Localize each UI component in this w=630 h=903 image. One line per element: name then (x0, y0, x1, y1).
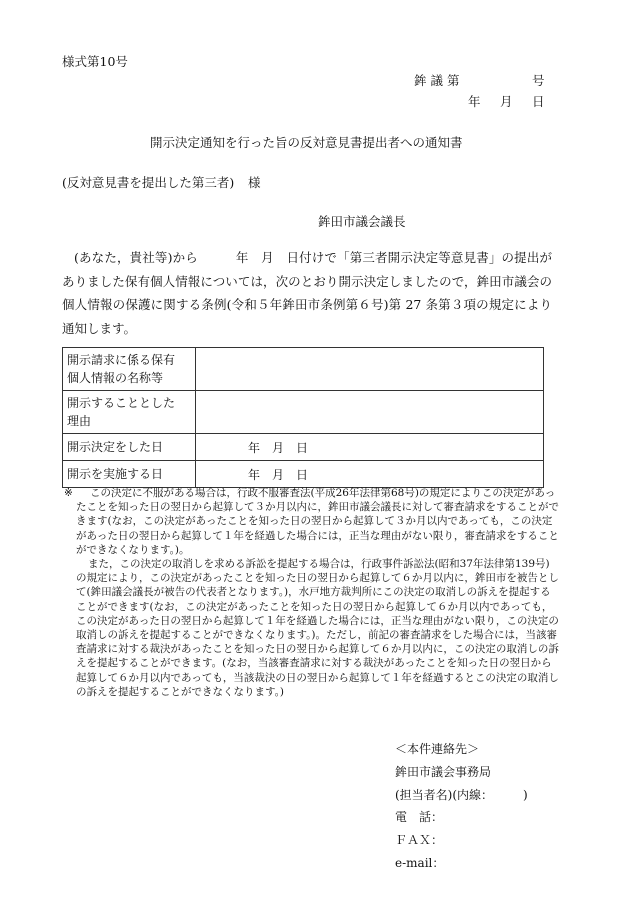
addressee-honorific: 様 (248, 175, 261, 190)
body-intro: (あなた，貴社等)から (74, 250, 198, 265)
date-month: 月 (500, 94, 513, 109)
table-row (63, 348, 544, 391)
addressee-name: (反対意見書を提出した第三者) (62, 175, 235, 190)
table-value (196, 348, 544, 391)
table-value (196, 391, 544, 434)
table-row (63, 434, 544, 461)
note-paragraph-1: ※ この決定に不服がある場合は，行政不服審査法(平成26年法律第68号)の規定によりこの決定があったことを知った日の翌日から起算して３か月以内に，鉾田市議会議長に対して審査請求をすることができます(なお，この決定があったことを知った日の翌日から起算して３か月以内であっても，この決定があった日の翌日から起算して１年を経過した場合には，正当な理由がない限り，審査請求をすることができなくなります。)。 (64, 487, 559, 556)
date-day: 日 (532, 94, 545, 109)
contact-person: (担当者名)(内線： ) (395, 787, 528, 802)
table-value: 年 月 日 (196, 461, 544, 488)
table-row (63, 391, 544, 434)
document-number-prefix: 鉾 議 第 (414, 73, 460, 88)
table-label: 開示決定をした日 (63, 434, 196, 461)
document-number-suffix: 号 (532, 73, 545, 88)
table-value: 年 月 日 (196, 434, 544, 461)
table-row (63, 461, 544, 488)
contact-heading: ＜本件連絡先＞ (395, 742, 480, 756)
date-year: 年 (468, 94, 481, 109)
body-paragraph (62, 246, 552, 340)
contact-fax: ＦＡＸ： (395, 833, 444, 848)
table-label: 開示を実施する日 (63, 461, 196, 488)
body-date-part: 年 月 日付けで「第三者開示決定等意見書」の提出があ (62, 250, 552, 289)
form-number: 様式第10号 (62, 54, 128, 69)
note-mark: ※ (64, 487, 73, 499)
contact-office: 鉾田市議会事務局 (395, 764, 492, 779)
contact-tel: 電 話： (395, 810, 444, 825)
note-paragraph-2: また，この決定の取消しを求める訴訟を提起する場合は，行政事件訴訟法(昭和37年法律第139号)の規定により，この決定があったことを知った日の翌日から起算して６か月以内に，鉾田市を被告として(鉾田議会議長が被告の代表者となります。)，水戸地方裁判所にこの決定の取消しの訴えを提起することができます(なお，この決定があったことを知った日の翌日から起算して６か月以内であっても，この決定があった日の翌日から起算して１年を経過した場合には，正当な理由がない限り，この決定の取消しの訴えを提起することができなくなります。)。ただし，前記の審査請求をした場合には，当該審査請求に対する裁決があったことを知った日の翌日から起算して６か月以内に，この決定の取消しの訴えを提起することができます。(なお，当該審査請求に対する裁決があったことを知った日の翌日から起算して６か月以内であっても，当該裁決の日の翌日から起算して１年を経過するとこの決定の取消しの訴えを提起することができなくなります。) (76, 558, 559, 698)
sender-name: 鉾田市議会議長 (318, 214, 406, 229)
contact-email: e-mail： (395, 855, 445, 870)
notes-section (64, 486, 560, 699)
table-label: 開示請求に係る保有 個人情報の名称等 (63, 348, 196, 391)
document-title: 開示決定通知を行った旨の反対意見書提出者への通知書 (150, 135, 463, 150)
contact-block (395, 738, 528, 875)
table-label: 開示することとした 理由 (63, 391, 196, 434)
disclosure-table (62, 347, 544, 488)
body-rest: りました保有個人情報については，次のとおり開示決定しましたので，鉾田市議会の個人情報の保護に関する条例(令和５年鉾田市条例第６号)第 27 条第３項の規定により通知します。 (62, 273, 552, 336)
